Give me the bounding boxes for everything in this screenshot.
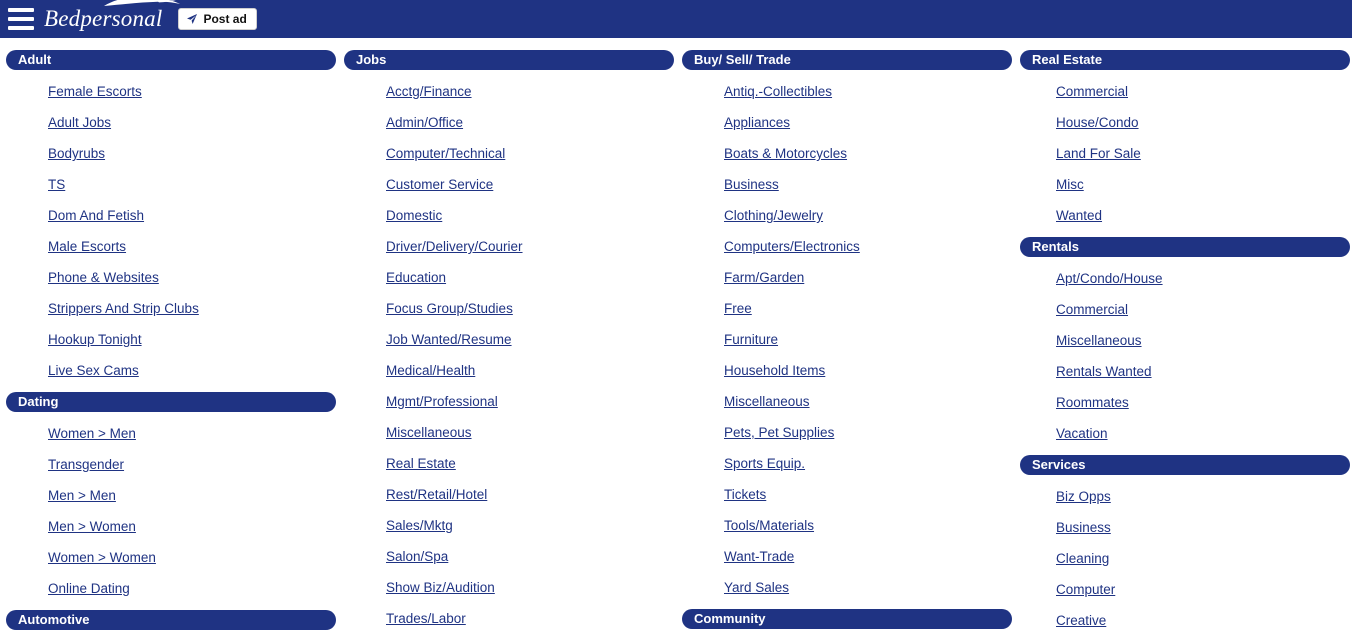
category-link[interactable]: Adult Jobs	[48, 115, 112, 130]
category-link[interactable]: Tickets	[724, 487, 767, 502]
category-link[interactable]: Business	[1056, 520, 1111, 535]
category-link[interactable]: Clothing/Jewelry	[724, 208, 824, 223]
category-header[interactable]: Services	[1020, 455, 1350, 475]
category-link[interactable]: Phone & Websites	[48, 270, 159, 285]
category-link[interactable]: Miscellaneous	[724, 394, 810, 409]
site-header	[0, 0, 1352, 38]
category-link[interactable]: Women > Women	[48, 550, 156, 565]
list-item	[1056, 543, 1350, 574]
category-link[interactable]: Education	[386, 270, 447, 285]
list-item	[724, 479, 1012, 510]
category-link[interactable]: Online Dating	[48, 581, 130, 596]
paper-plane-icon	[186, 13, 198, 25]
category-header[interactable]: Adult	[6, 50, 336, 70]
list-item	[386, 603, 674, 634]
list-item	[48, 542, 336, 573]
list-item	[386, 479, 674, 510]
list-item	[724, 417, 1012, 448]
category-header[interactable]: Community	[682, 609, 1012, 629]
list-item	[48, 293, 336, 324]
category-link[interactable]: House/Condo	[1056, 115, 1139, 130]
list-item	[724, 541, 1012, 572]
list-item	[48, 200, 336, 231]
category-link[interactable]: Commercial	[1056, 302, 1129, 317]
list-item	[1056, 107, 1350, 138]
category-link[interactable]: Customer Service	[386, 177, 494, 192]
category-link[interactable]: Biz Opps	[1056, 489, 1111, 504]
list-item	[724, 510, 1012, 541]
category-link[interactable]: Bodyrubs	[48, 146, 106, 161]
category-link[interactable]: Miscellaneous	[1056, 333, 1142, 348]
list-item	[1056, 418, 1350, 449]
list-item	[724, 355, 1012, 386]
category-link[interactable]: Transgender	[48, 457, 125, 472]
category-link-list	[1020, 76, 1350, 231]
list-item	[386, 355, 674, 386]
list-item	[386, 76, 674, 107]
category-link-list	[6, 418, 336, 604]
list-item	[386, 138, 674, 169]
list-item	[1056, 76, 1350, 107]
category-link[interactable]: Yard Sales	[724, 580, 790, 595]
category-link[interactable]: Strippers And Strip Clubs	[48, 301, 199, 316]
category-link[interactable]: Roommates	[1056, 395, 1129, 410]
category-column	[682, 44, 1012, 640]
category-link[interactable]: Commercial	[1056, 84, 1129, 99]
category-link[interactable]: Household Items	[724, 363, 826, 378]
list-item	[386, 448, 674, 479]
category-link[interactable]: Show Biz/Audition	[386, 580, 495, 595]
category-link[interactable]: Sports Equip.	[724, 456, 806, 471]
category-link-list	[682, 76, 1012, 603]
list-item	[724, 262, 1012, 293]
list-item	[48, 231, 336, 262]
category-header[interactable]: Rentals	[1020, 237, 1350, 257]
list-item	[1056, 387, 1350, 418]
category-link[interactable]: Dom And Fetish	[48, 208, 145, 223]
category-link[interactable]: Computer	[1056, 582, 1116, 597]
brand-text: Bedpersonal	[44, 6, 163, 31]
list-item	[724, 169, 1012, 200]
category-link[interactable]: Male Escorts	[48, 239, 127, 254]
category-link[interactable]: Sales/Mktg	[386, 518, 453, 533]
category-link[interactable]: Cleaning	[1056, 551, 1110, 566]
category-link[interactable]: Focus Group/Studies	[386, 301, 513, 316]
list-item	[48, 573, 336, 604]
category-column	[6, 44, 336, 640]
list-item	[48, 449, 336, 480]
list-item	[724, 76, 1012, 107]
site-logo[interactable]	[44, 6, 162, 32]
list-item	[724, 200, 1012, 231]
category-header[interactable]: Real Estate	[1020, 50, 1350, 70]
category-link[interactable]: Women > Men	[48, 426, 136, 441]
category-link[interactable]: Hookup Tonight	[48, 332, 142, 347]
list-item	[1056, 481, 1350, 512]
list-item	[1056, 605, 1350, 636]
post-ad-label: Post ad	[203, 12, 247, 26]
list-item	[48, 324, 336, 355]
category-link[interactable]: Appliances	[724, 115, 791, 130]
category-link[interactable]: Wanted	[1056, 208, 1103, 223]
list-item	[386, 200, 674, 231]
category-link[interactable]: Want-Trade	[724, 549, 795, 564]
category-link[interactable]: Boats & Motorcycles	[724, 146, 848, 161]
list-item	[1056, 169, 1350, 200]
category-link[interactable]: Furniture	[724, 332, 779, 347]
category-link[interactable]: Land For Sale	[1056, 146, 1141, 161]
list-item	[1056, 325, 1350, 356]
category-link[interactable]: Computer/Technical	[386, 146, 506, 161]
category-header[interactable]: Automotive	[6, 610, 336, 630]
list-item	[724, 107, 1012, 138]
hamburger-menu-icon[interactable]	[8, 8, 34, 30]
list-item	[724, 138, 1012, 169]
list-item	[724, 324, 1012, 355]
category-link[interactable]: Farm/Garden	[724, 270, 805, 285]
category-link[interactable]: Misc	[1056, 177, 1084, 192]
category-link[interactable]: Job Wanted/Resume	[386, 332, 512, 347]
list-item	[386, 169, 674, 200]
list-item	[48, 511, 336, 542]
category-link[interactable]: Men > Men	[48, 488, 116, 503]
category-link[interactable]: TS	[48, 177, 66, 192]
category-link[interactable]: Real Estate	[386, 456, 456, 471]
category-link[interactable]: Admin/Office	[386, 115, 464, 130]
list-item	[386, 324, 674, 355]
list-item	[48, 107, 336, 138]
list-item	[724, 293, 1012, 324]
category-link-list	[1020, 263, 1350, 449]
category-link[interactable]: Business	[724, 177, 779, 192]
list-item	[386, 541, 674, 572]
category-link[interactable]: Trades/Labor	[386, 611, 466, 626]
category-link[interactable]: Mgmt/Professional	[386, 394, 498, 409]
category-link[interactable]: Tools/Materials	[724, 518, 815, 533]
category-header[interactable]: Buy/ Sell/ Trade	[682, 50, 1012, 70]
list-item	[1056, 294, 1350, 325]
list-item	[386, 231, 674, 262]
category-link[interactable]: Rentals Wanted	[1056, 364, 1152, 379]
list-item	[48, 355, 336, 386]
list-item	[1056, 263, 1350, 294]
list-item	[386, 386, 674, 417]
category-link[interactable]: Vacation	[1056, 426, 1108, 441]
list-item	[386, 572, 674, 603]
category-link-list	[1020, 481, 1350, 636]
list-item	[386, 262, 674, 293]
list-item	[724, 448, 1012, 479]
category-column	[1020, 44, 1350, 640]
list-item	[48, 76, 336, 107]
category-link[interactable]: Computers/Electronics	[724, 239, 860, 254]
category-link[interactable]: Creative	[1056, 613, 1107, 628]
list-item	[1056, 356, 1350, 387]
list-item	[724, 572, 1012, 603]
category-link[interactable]: Antiq.-Collectibles	[724, 84, 833, 99]
list-item	[1056, 138, 1350, 169]
category-column	[344, 44, 674, 640]
category-link[interactable]: Female Escorts	[48, 84, 142, 99]
category-link[interactable]: Acctg/Finance	[386, 84, 472, 99]
category-link[interactable]: Free	[724, 301, 752, 316]
list-item	[1056, 512, 1350, 543]
category-columns	[0, 38, 1352, 640]
category-link[interactable]: Salon/Spa	[386, 549, 449, 564]
category-link[interactable]: Men > Women	[48, 519, 136, 534]
category-link-list	[344, 76, 674, 634]
category-link[interactable]: Medical/Health	[386, 363, 476, 378]
list-item	[386, 293, 674, 324]
category-link[interactable]: Live Sex Cams	[48, 363, 139, 378]
list-item	[724, 231, 1012, 262]
category-link-list	[6, 76, 336, 386]
list-item	[386, 510, 674, 541]
category-link[interactable]: Domestic	[386, 208, 443, 223]
list-item	[1056, 200, 1350, 231]
list-item	[48, 480, 336, 511]
category-link[interactable]: Rest/Retail/Hotel	[386, 487, 488, 502]
list-item	[386, 417, 674, 448]
category-header[interactable]: Jobs	[344, 50, 674, 70]
list-item	[386, 107, 674, 138]
post-ad-button[interactable]	[178, 8, 256, 30]
category-link[interactable]: Miscellaneous	[386, 425, 472, 440]
list-item	[48, 138, 336, 169]
category-link[interactable]: Pets, Pet Supplies	[724, 425, 835, 440]
list-item	[724, 386, 1012, 417]
list-item	[1056, 574, 1350, 605]
list-item	[48, 262, 336, 293]
list-item	[48, 169, 336, 200]
category-header[interactable]: Dating	[6, 392, 336, 412]
list-item	[48, 418, 336, 449]
category-link[interactable]: Driver/Delivery/Courier	[386, 239, 523, 254]
category-link[interactable]: Apt/Condo/House	[1056, 271, 1163, 286]
